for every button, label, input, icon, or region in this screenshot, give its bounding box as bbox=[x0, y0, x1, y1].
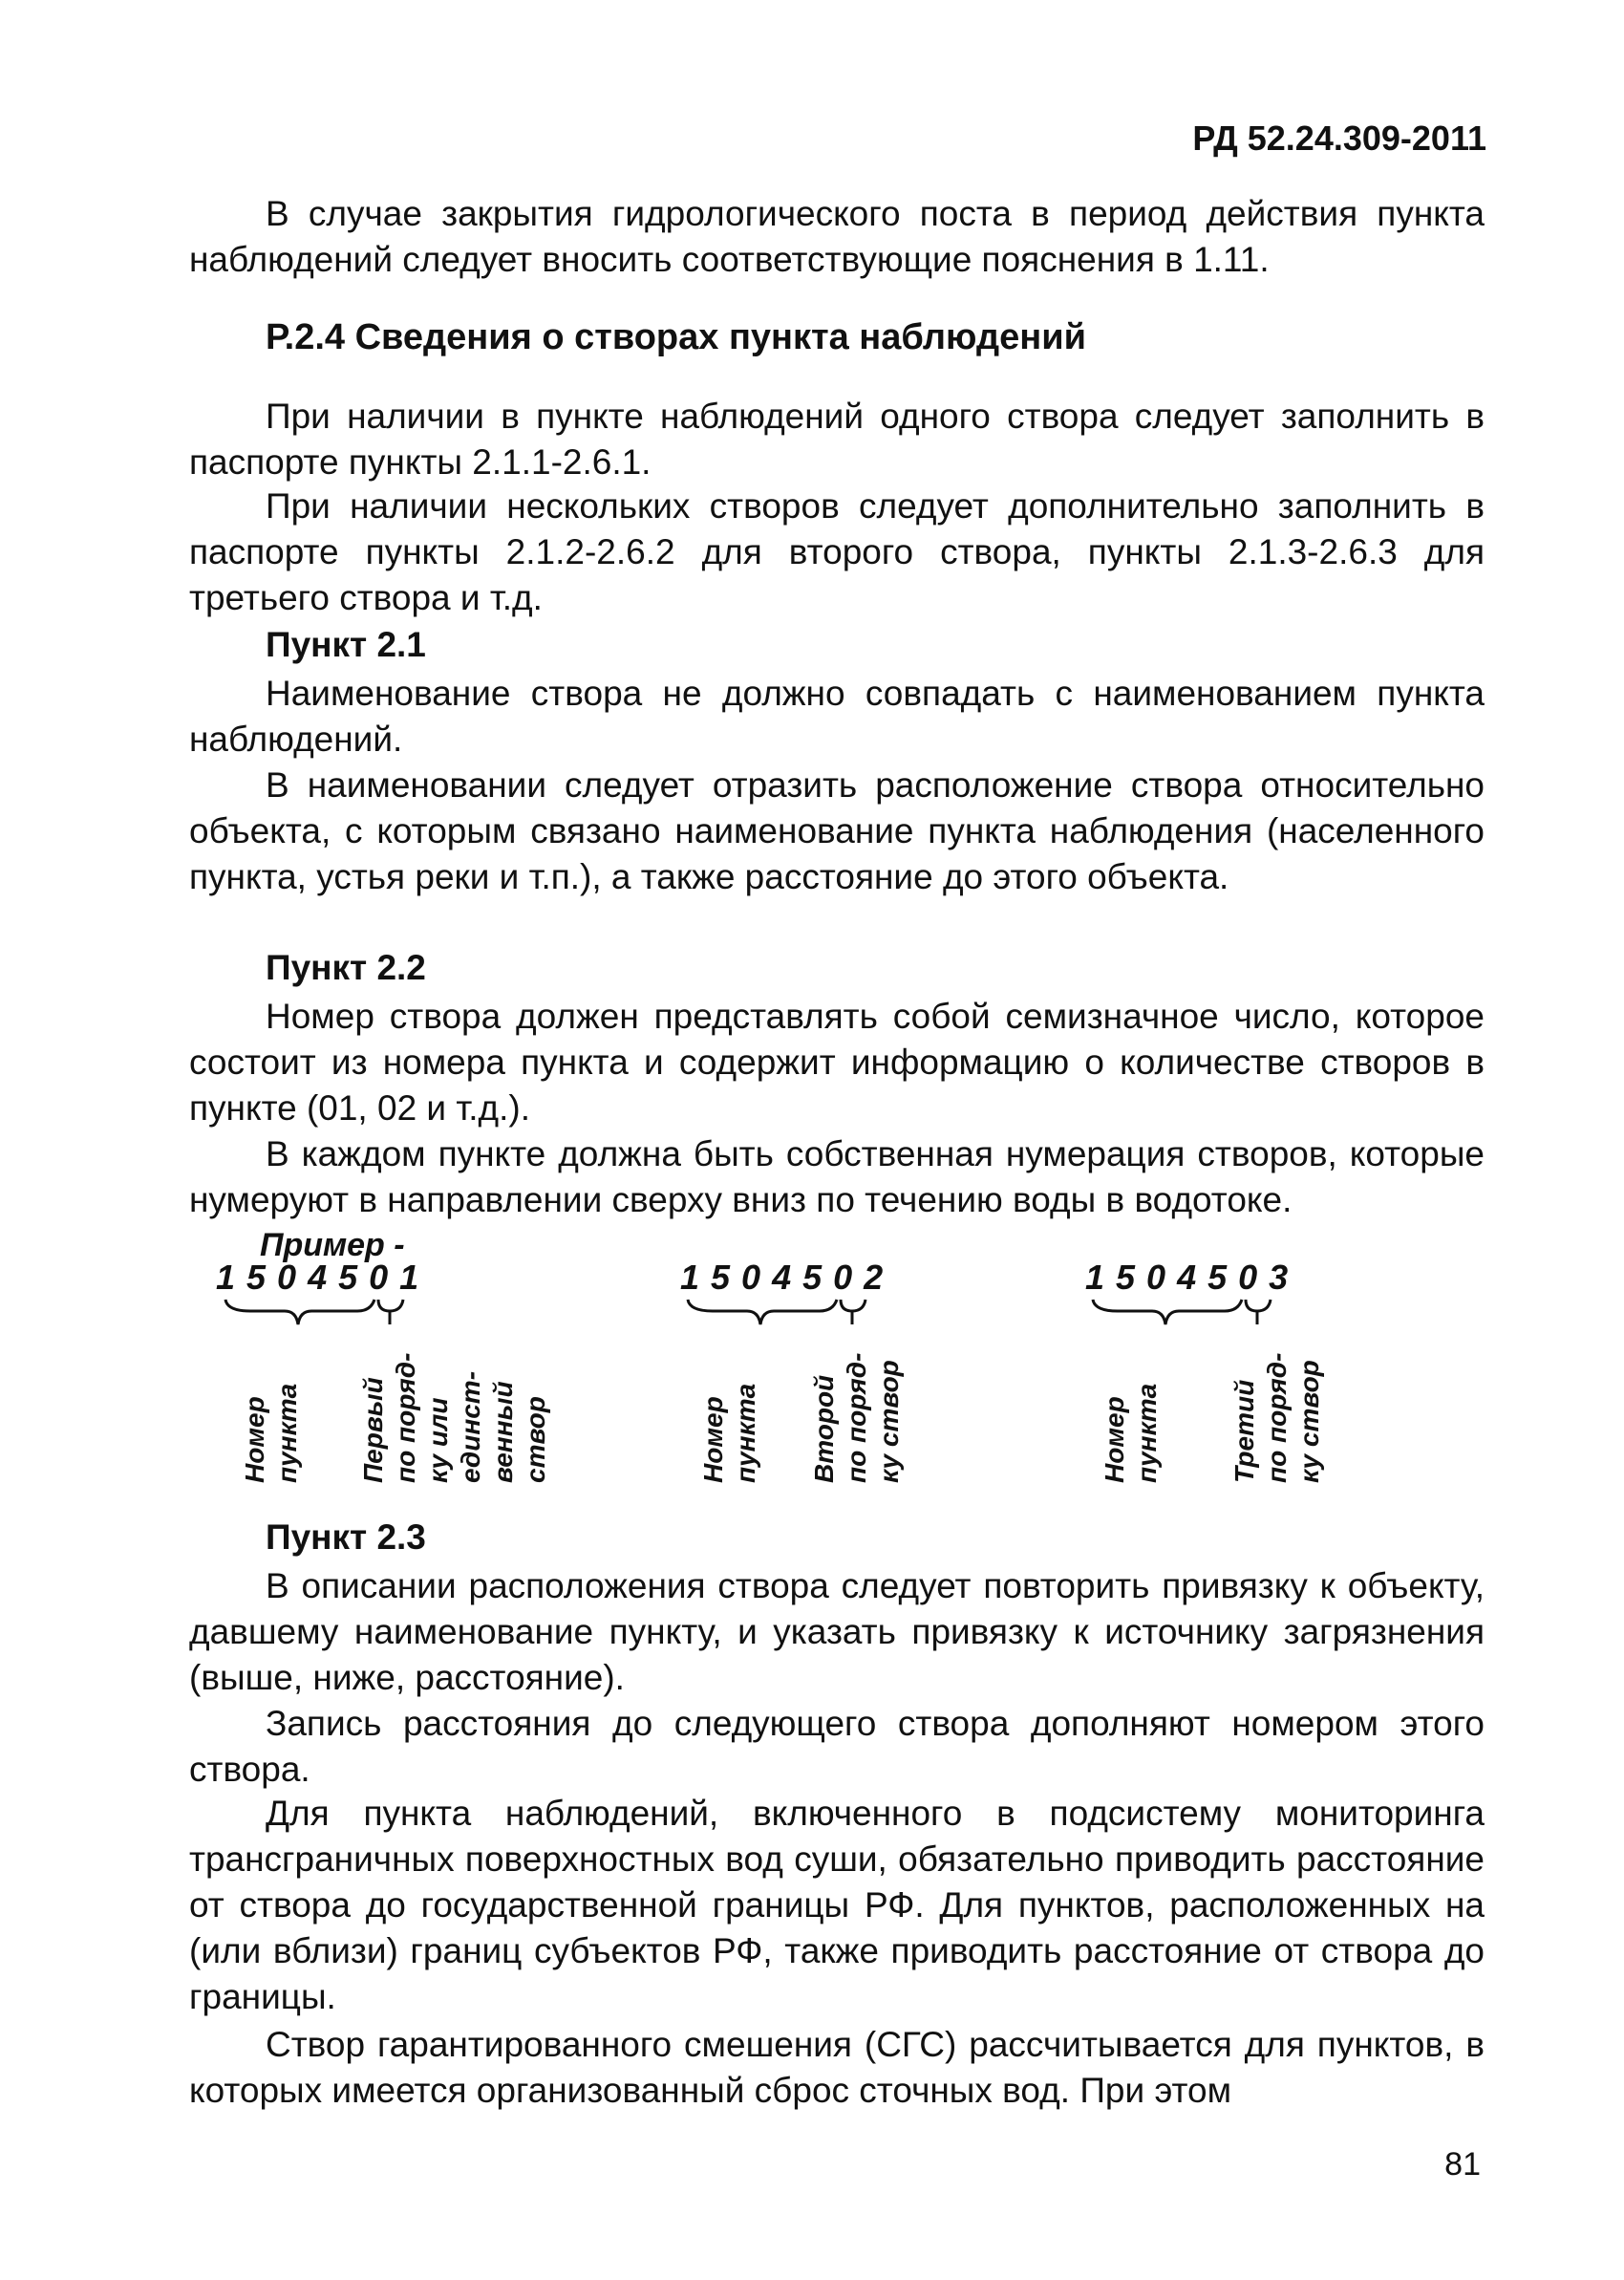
label-point-number: Номер пункта bbox=[698, 1383, 760, 1483]
paragraph-number-format: Номер створа должен представлять собой семизначное число, которое состоит из номера пункта и содержит информацию о количестве створов в пункте (01, 02 и т.д.). bbox=[189, 997, 1485, 1128]
label-point-number: Номер пункта bbox=[1100, 1383, 1162, 1483]
example-code: 1504501 bbox=[216, 1258, 431, 1297]
paragraph-name-rule: Наименование створа не должно совпадать с наименованием пункта наблюдений. bbox=[189, 674, 1485, 759]
paragraph-multiple-stvor: При наличии нескольких створов следует дополнительно заполнить в паспорте пункты 2.1.2-2.6.2 для второго створа, пункты 2.1.3-2.6.3 для третьего створа и т.д. bbox=[189, 486, 1485, 617]
subheading-item-2-3: Пункт 2.3 bbox=[266, 1517, 426, 1557]
paragraph-single-stvor: При наличии в пункте наблюдений одного створа следует заполнить в паспорте пункты 2.1.1-2.6.1. bbox=[189, 397, 1485, 482]
paragraph-guaranteed-mixing: Створ гарантированного смешения (СГС) рассчитывается для пунктов, в которых имеется организованный сброс сточных вод. При этом bbox=[189, 2025, 1485, 2110]
subheading-item-2-2: Пункт 2.2 bbox=[266, 948, 426, 987]
label-stvor-order: Третий по поряд- ку створ bbox=[1229, 1352, 1324, 1483]
document-code: РД 52.24.309-2011 bbox=[1192, 118, 1486, 158]
paragraph-numbering-order: В каждом пункте должна быть собственная нумерация створов, которые нумеруют в направлении сверху вниз по течению воды в водотоке. bbox=[189, 1134, 1485, 1219]
paragraph-closure-note: В случае закрытия гидрологического поста в период действия пункта наблюдений следует вносить соответствующие пояснения в 1.11. bbox=[189, 194, 1485, 279]
example-code: 1504502 bbox=[680, 1258, 895, 1297]
example-code: 1504503 bbox=[1085, 1258, 1300, 1297]
brace-icon bbox=[684, 1296, 875, 1334]
page-number: 81 bbox=[1444, 2146, 1481, 2183]
brace-icon bbox=[1089, 1296, 1280, 1334]
label-stvor-order: Первый по поряд- ку или единст- венный створ bbox=[358, 1352, 550, 1483]
brace-icon bbox=[222, 1296, 413, 1334]
paragraph-name-location: В наименовании следует отразить расположение створа относительно объекта, с которым связано наименование пункта наблюдения (населенного пункта, устья реки и т.п.), а также расстояние до этого объекта. bbox=[189, 765, 1485, 896]
paragraph-next-stvor: Запись расстояния до следующего створа дополняют номером этого створа. bbox=[189, 1704, 1485, 1789]
paragraph-location-description: В описании расположения створа следует повторить привязку к объекту, давшему наименование пункту, и указать привязку к источнику загрязнения (выше, ниже, расстояние). bbox=[189, 1566, 1485, 1697]
subheading-item-2-1: Пункт 2.1 bbox=[266, 625, 426, 664]
section-heading: Р.2.4 Сведения о створах пункта наблюдений bbox=[266, 317, 1086, 357]
paragraph-transboundary: Для пункта наблюдений, включенного в подсистему мониторинга трансграничных поверхностных вод суши, обязательно приводить расстояние от створа до государственной границы РФ. Для пунктов, расположенных на (или вблизи) границ субъектов РФ, также приводить расстояние от створа до границы. bbox=[189, 1794, 1485, 2016]
label-point-number: Номер пункта bbox=[240, 1383, 302, 1483]
example-title: Пример - bbox=[260, 1227, 405, 1263]
label-stvor-order: Второй по поряд- ку створ bbox=[809, 1352, 904, 1483]
